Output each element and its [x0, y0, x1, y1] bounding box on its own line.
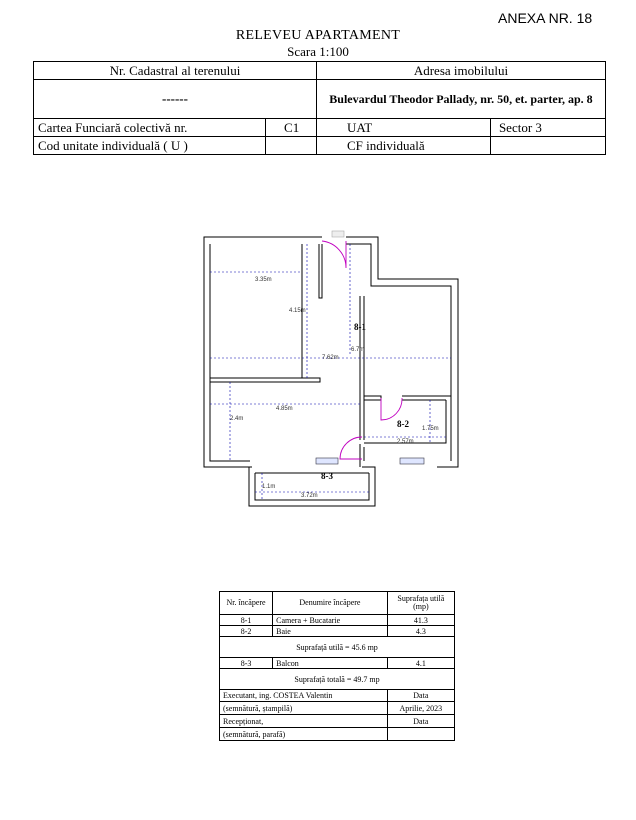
door-swing-entrance — [322, 241, 346, 268]
received-date-value — [387, 728, 454, 741]
address-label: Adresa imobilului — [316, 62, 605, 80]
dim-label: 4.15m — [289, 308, 306, 314]
dim-label: 1.75m — [422, 426, 439, 432]
uat-label: UAT — [316, 119, 490, 137]
header-table — [33, 61, 606, 155]
executed-by: Executant, ing. COSTEA Valentin — [220, 690, 388, 702]
annex-number: ANEXA NR. 18 — [498, 10, 593, 26]
room-area: 4.3 — [387, 626, 454, 637]
received-signature: (semnătură, parafă) — [220, 728, 388, 741]
dim-label: 3.72m — [301, 493, 318, 499]
room-label-8-2: 8-2 — [397, 419, 409, 429]
room-nr: 8-2 — [220, 626, 273, 637]
room-nr: 8-1 — [220, 615, 273, 626]
grand-surface-total: Suprafață totală = 49.7 mp — [220, 669, 455, 690]
dim-label: 3.35m — [255, 277, 272, 283]
window-top — [332, 231, 344, 237]
dim-label: 2.57m — [397, 439, 414, 445]
cadastral-value: ------ — [34, 80, 317, 119]
window-bathroom — [400, 458, 424, 464]
cf-individual-value — [490, 137, 605, 155]
room-label-8-3: 8-3 — [321, 471, 333, 481]
room-name: Camera + Bucatarie — [273, 615, 388, 626]
address-value: Bulevardul Theodor Pallady, nr. 50, et. parter, ap. 8 — [316, 80, 605, 119]
dim-label: 6.7m — [351, 347, 365, 353]
door-swing-balcony — [340, 437, 362, 459]
plan-outer-wall-left — [204, 237, 322, 467]
dim-label: 7.62m — [322, 355, 339, 361]
uat-value: Sector 3 — [490, 119, 605, 137]
executed-signature: (semnătură, ștampilă) — [220, 702, 388, 715]
surface-table — [219, 591, 455, 741]
date-label: Data — [387, 690, 454, 702]
received-by: Recepționat, — [220, 715, 388, 728]
document-scale: Scara 1:100 — [287, 44, 349, 59]
dim-label: 1.1m — [262, 484, 276, 490]
floor-plan — [195, 225, 470, 515]
balcony-nr: 8-3 — [220, 658, 273, 669]
cf-value: C1 — [266, 119, 317, 137]
dim-label: 4.85m — [276, 406, 293, 412]
unit-value — [266, 137, 317, 155]
cf-individual-label: CF individuală — [316, 137, 490, 155]
useful-surface-total: Suprafață utilă = 45.6 mp — [220, 637, 455, 658]
document-title: RELEVEU APARTAMENT — [235, 28, 401, 43]
col-name-header: Denumire încăpere — [273, 592, 388, 615]
col-nr-header: Nr. încăpere — [220, 592, 273, 615]
dim-label: 2.4m — [230, 416, 244, 422]
cadastral-label: Nr. Cadastral al terenului — [34, 62, 317, 80]
window-balcony — [316, 458, 338, 464]
date-label-2: Data — [387, 715, 454, 728]
balcony-name: Balcon — [273, 658, 388, 669]
door-swing-bathroom — [381, 398, 402, 420]
room-name: Baie — [273, 626, 388, 637]
cf-label: Cartea Funciară colectivă nr. — [34, 119, 266, 137]
balcony-area: 4.1 — [387, 658, 454, 669]
col-area-header: Suprafața utilă (mp) — [387, 592, 454, 615]
room-area: 41.3 — [387, 615, 454, 626]
unit-label: Cod unitate individuală ( U ) — [34, 137, 266, 155]
date-value: Aprilie, 2023 — [387, 702, 454, 715]
room-label-8-1: 8-1 — [354, 322, 366, 332]
